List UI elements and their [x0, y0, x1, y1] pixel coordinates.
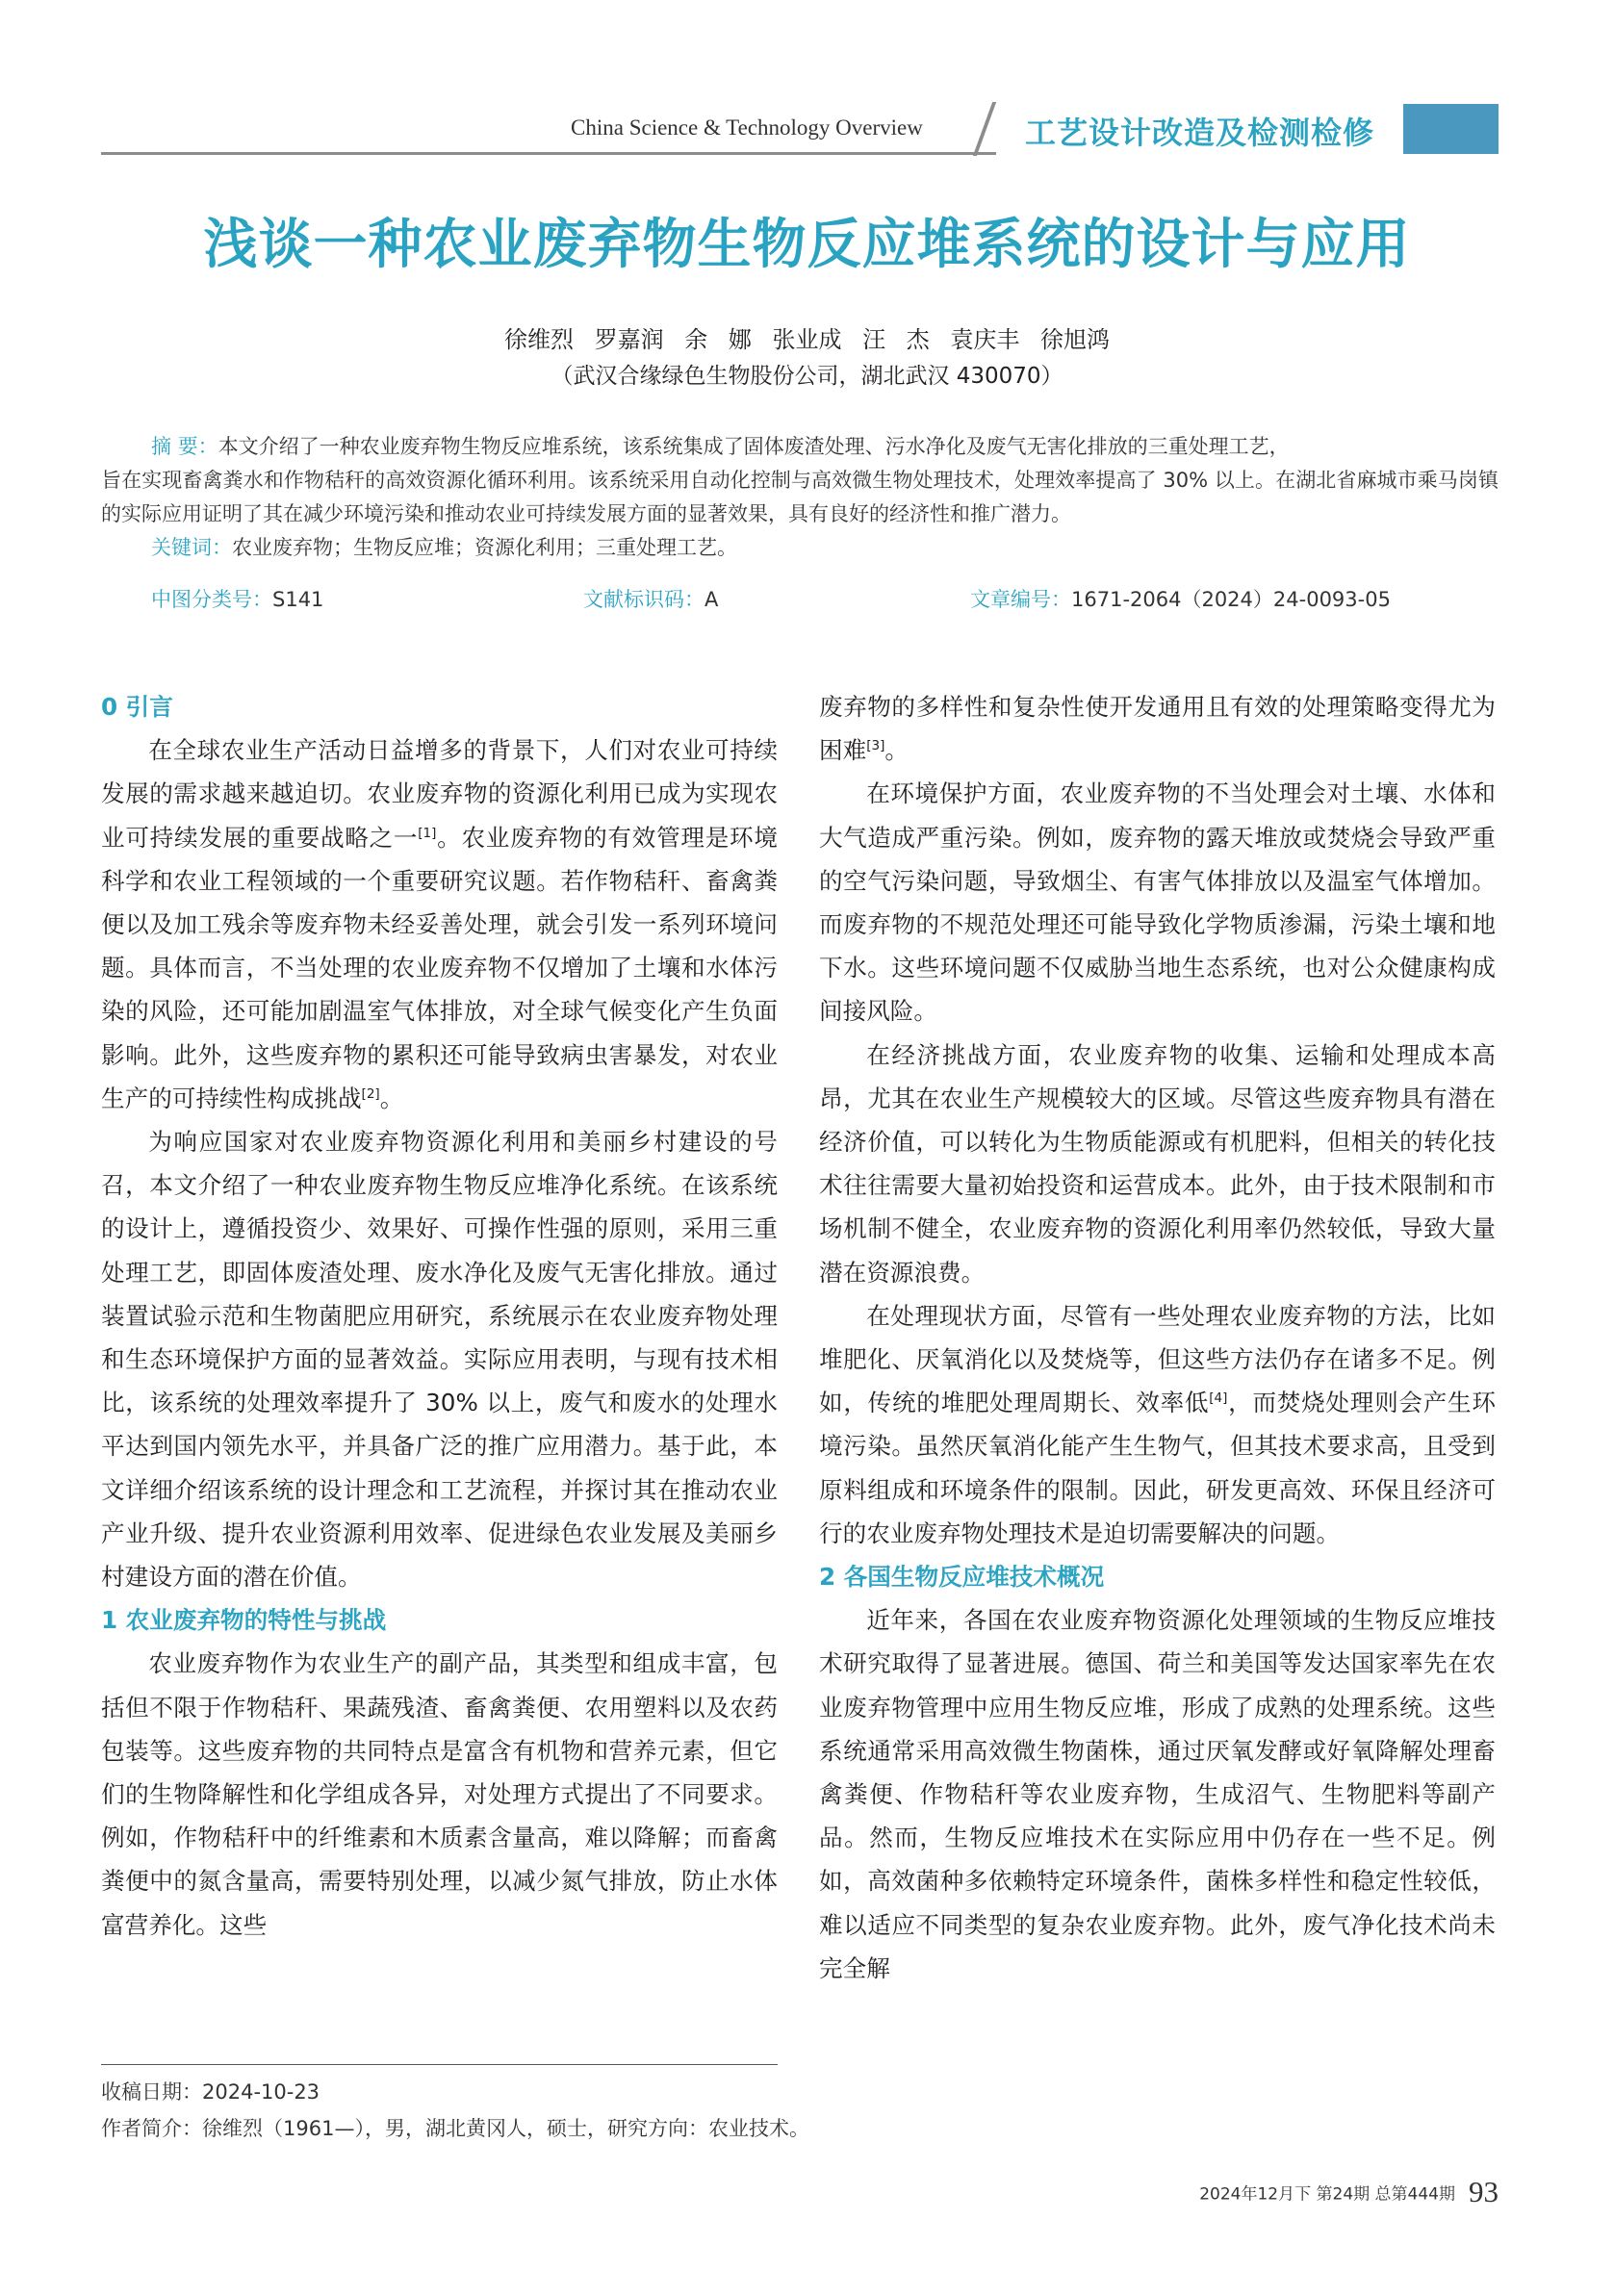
body-right-column — [819, 685, 1496, 1990]
article-title: 浅谈一种农业废弃物生物反应堆系统的设计与应用 — [203, 214, 1411, 276]
paragraph: 在全球农业生产活动日益增多的背景下，人们对农业可持续发展的需求越来越迫切。农业废弃物的资源化利用已成为实现农业可持续发展的重要战略之一[1]。农业废弃物的有效管理是环境科学和农业工程领域的一个重要研究议题。若作物秸秆、畜禽粪便以及加工残余等废弃物未经妥善处理，就会引发一系列环境问题。具体而言，不当处理的农业废弃物不仅增加了土壤和水体污染的风险，还可能加剧温室气体排放，对全球气候变化产生负面影响。此外，这些废弃物的累积还可能导致病虫害暴发，对农业生产的可持续性构成挑战[2]。 — [101, 736, 778, 1112]
abstract-first-line — [101, 430, 1499, 464]
body-left-column — [101, 685, 778, 1947]
header-rule — [101, 152, 996, 155]
citation-ref: [2] — [361, 1085, 380, 1102]
clc-number: 中图分类号：S141 — [151, 588, 324, 611]
citation-ref: [4] — [1209, 1390, 1228, 1407]
abstract-label: 摘 要： — [151, 435, 218, 458]
page-number: 93 — [1469, 2175, 1499, 2208]
paragraph: 在经济挑战方面，农业废弃物的收集、运输和处理成本高昂，尤其在农业生产规模较大的区域。尽管这些废弃物具有潜在经济价值，可以转化为生物质能源或有机肥料，但相关的转化技术往往需要大量初始投资和运营成本。此外，由于技术限制和市场机制不健全，农业废弃物的资源化利用率仍然较低，导致大量潜在资源浪费。 — [819, 1040, 1496, 1287]
paragraph: 农业废弃物作为农业生产的副产品，其类型和组成丰富，包括但不限于作物秸秆、果蔬残渣、畜禽粪便、农用塑料以及农药包装等。这些废弃物的共同特点是富含有机物和营养元素，但它们的生物降解性和化学组成各异，对处理方式提出了不同要求。例如，作物秸秆中的纤维素和木质素含量高，难以降解；而畜禽粪便中的氮含量高，需要特别处理，以减少氮气排放，防止水体富营养化。这些 — [101, 1649, 778, 1939]
keywords-text: 农业废弃物；生物反应堆；资源化利用；三重处理工艺。 — [232, 536, 737, 559]
citation-ref: [1] — [418, 825, 437, 841]
header-slash-divider — [973, 102, 996, 156]
page-footer — [1155, 2175, 1499, 2209]
paragraph-continued: 废弃物的多样性和复杂性使开发通用且有效的处理策略变得尤为困难[3]。 — [819, 693, 1496, 765]
section-title: 工艺设计改造及检测检修 — [1025, 115, 1375, 151]
paragraph: 在环境保护方面，农业废弃物的不当处理会对土壤、水体和大气造成严重污染。例如，废弃物的露天堆放或焚烧会导致严重的空气污染问题，导致烟尘、有害气体排放以及温室气体增加。而废弃物的不规范处理还可能导致化学物质渗漏，污染土壤和地下水。这些环境问题不仅威胁当地生态系统，也对公众健康构成间接风险。 — [819, 779, 1496, 1026]
header-color-block — [1403, 104, 1499, 154]
running-header — [101, 96, 1499, 164]
footnote-rule — [101, 2064, 778, 2065]
paragraph: 为响应国家对农业废弃物资源化利用和美丽乡村建设的号召，本文介绍了一种农业废弃物生物反应堆净化系统。在该系统的设计上，遵循投资少、效果好、可操作性强的原则，采用三重处理工艺，即固体废渣处理、废水净化及废气无害化排放。通过装置试验示范和生物菌肥应用研究，系统展示在农业废弃物处理和生态环境保护方面的显著效益。实际应用表明，与现有技术相比，该系统的处理效率提升了 30% 以上，废气和废水的处理水平达到国内领先水平，并具备广泛的推广应用潜力。基于此，本文详细介绍该系统的设计理念和工艺流程，并探讨其在推动农业产业升级、提升农业资源利用效率、促进绿色农业发展及美丽乡村建设方面的潜在价值。 — [101, 1128, 778, 1592]
section-heading-1: 1 农业废弃物的特性与挑战 — [101, 1606, 387, 1635]
authors: 徐维烈 罗嘉润 余 娜 张业成 汪 杰 袁庆丰 徐旭鸿 — [503, 326, 1111, 353]
paragraph: 在处理现状方面，尽管有一些处理农业废弃物的方法，比如堆肥化、厌氧消化以及焚烧等，但这些方法仍存在诸多不足。例如，传统的堆肥处理周期长、效率低[4]，而焚烧处理则会产生环境污染。虽然厌氧消化能产生生物气，但其技术要求高，且受到原料组成和环境条件的限制。因此，研发更高效、环保且经济可行的农业废弃物处理技术是迫切需要解决的问题。 — [819, 1301, 1496, 1547]
document-code: 文献标识码：A — [583, 588, 719, 611]
abstract-block — [101, 430, 1499, 565]
keywords — [101, 531, 1499, 565]
journal-name-en: China Science & Technology Overview — [571, 115, 923, 140]
issue-info: 2024年12月下 第24期 总第444期 — [1199, 2184, 1455, 2205]
abstract-text-2: 旨在实现畜禽粪水和作物秸秆的高效资源化循环利用。该系统采用自动化控制与高效微生物处理技术，处理效率提高了 30% 以上。在湖北省麻城市乘马岗镇的实际应用证明了其在减少环境污染和推动农业可持续发展方面的显著效果，具有良好的经济性和推广潜力。 — [101, 469, 1499, 525]
author-bio: 作者简介：徐维烈（1961—），男，湖北黄冈人，硕士，研究方向：农业技术。 — [101, 2117, 809, 2140]
keywords-label: 关键词： — [151, 536, 232, 559]
received-date: 收稿日期：2024-10-23 — [101, 2080, 320, 2104]
article-number: 文章编号：1671-2064（2024）24-0093-05 — [970, 588, 1391, 611]
citation-ref: [3] — [866, 738, 885, 754]
section-heading-0: 0 引言 — [101, 693, 173, 721]
affiliation: （武汉合缘绿色生物股份公司，湖北武汉 430070） — [551, 364, 1063, 389]
paragraph: 近年来，各国在农业废弃物资源化处理领域的生物反应堆技术研究取得了显著进展。德国、荷兰和美国等发达国家率先在农业废弃物管理中应用生物反应堆，形成了成熟的处理系统。这些系统通常采用高效微生物菌株，通过厌氧发酵或好氧降解处理畜禽粪便、作物秸秆等农业废弃物，生成沼气、生物肥料等副产品。然而，生物反应堆技术在实际应用中仍存在一些不足。例如，高效菌种多依赖特定环境条件，菌株多样性和稳定性较低，难以适应不同类型的复杂农业废弃物。此外，废气净化技术尚未完全解 — [819, 1606, 1496, 1982]
abstract-text-1: 本文介绍了一种农业废弃物生物反应堆系统，该系统集成了固体废渣处理、污水净化及废气无害化排放的三重处理工艺， — [218, 435, 1290, 458]
section-heading-2: 2 各国生物反应堆技术概况 — [819, 1563, 1105, 1592]
